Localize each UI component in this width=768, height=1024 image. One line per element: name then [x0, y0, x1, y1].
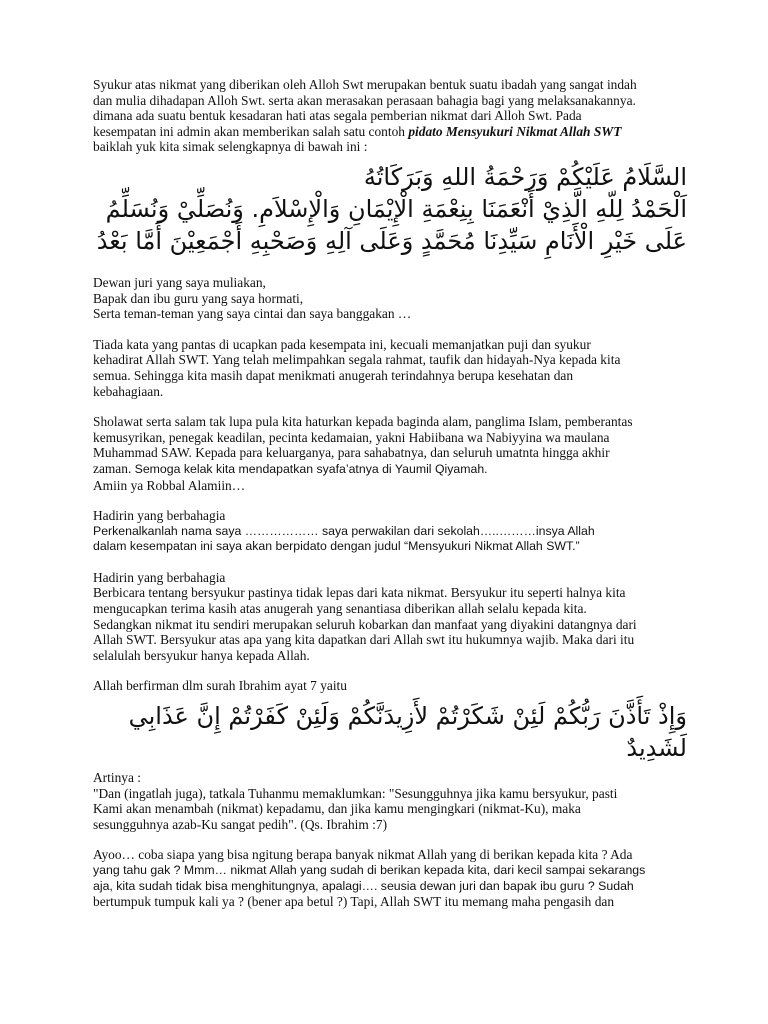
praise-paragraph — [93, 337, 683, 399]
text-line: kebahagiaan. — [93, 383, 164, 399]
text-line: bertumpuk tumpuk kali ya ? (bener apa betul ?) Tapi, Allah SWT itu memang maha pengasih dan — [93, 894, 615, 910]
text-line — [93, 124, 683, 140]
text-span: zaman. — [93, 460, 135, 476]
text-line: aja, kita sudah tidak bisa menghitungnya, apalagi…. seusia dewan juri dan bapak ibu guru ? Sudah — [93, 878, 634, 893]
arabic-opening — [93, 161, 687, 257]
arabic-line: وَإِذْ تَأَذَّنَ رَبُّكُمْ لَئِنْ شَكَرْتُمْ لأَزِيدَنَّكُمْ وَلَئِنْ كَفَرْتُمْ إِنَّ عَذَابِي — [128, 702, 687, 731]
sholawat-paragraph — [93, 414, 683, 493]
arabic-line: السَّلَامُ عَلَيْكُمْ وَرَحْمَةُ اللهِ وَبَرَكَاتُهُ — [363, 162, 687, 191]
translation-paragraph — [93, 770, 683, 832]
text-line: Perkenalkanlah nama saya ……………… saya perwakilan dari sekolah…..………insya Allah — [93, 523, 595, 538]
arabic-verse — [93, 700, 687, 764]
text-line: Sholawat serta salam tak lupa pula kita haturkan kepada baginda alam, panglima Islam, pemberantas — [93, 414, 633, 430]
text-line: dalam kesempatan ini saya akan berpidato dengan judul “Mensyukuri Nikmat Allah SWT.” — [93, 539, 580, 554]
text-line: mengucapkan terima kasih atas anugerah yang senantiasa diberikan allah selalu kepada kita. — [93, 601, 587, 617]
text-line: dan mulia dihadapan Alloh Swt. serta akan merasakan perasaan bahagia bagi yang melaksanakannya. — [93, 92, 636, 108]
document-body — [93, 77, 687, 910]
text-line: sesungguhnya azab-Ku sangat pedih". (Qs. Ibrahim :7) — [93, 816, 388, 832]
intro-paragraph — [93, 77, 683, 155]
arabic-line: عَلَى خَيْرِ الْأَنَامِ سَيِّدِنَا مُحَمَّدٍ وَعَلَى آلِهِ وَصَحْبِهِ أَجْمَعِيْنَ أَمَّا بَعْدُ — [96, 226, 687, 255]
text-line: kemusyrikan, penegak keadilan, pecinta kedamaian, yakni Habiibana wa Nabiyyina wa maulana — [93, 429, 610, 445]
text-span: kesempatan ini admin akan memberikan salah satu contoh — [93, 123, 409, 139]
text-line: semua. Sehingga kita masih dapat menikmati anugerah terindahnya berupa kesehatan dan — [93, 367, 574, 383]
section-heading: Hadirin yang berbahagia — [93, 569, 226, 585]
text-line: baiklah yuk kita simak selengkapnya di bawah ini : — [93, 139, 368, 155]
section-heading: Artinya : — [93, 770, 141, 786]
text-line: Syukur atas nikmat yang diberikan oleh Alloh Swt merupakan bentuk suatu ibadah yang sangat indah — [93, 77, 637, 92]
text-line: dimana ada suatu bentuk kesadaran hati atas segala pemberian nikmat dari Alloh Swt. Pada — [93, 108, 582, 124]
text-span: Semoga kelak kita mendapatkan syafa’atnya di Yaumil Qiyamah. — [134, 461, 488, 476]
introduction-paragraph — [93, 508, 683, 555]
text-line: Sedangkan nikmat itu sendiri merupakan seluruh kobarkan dan manfaat yang diyakini datangnya dari — [93, 616, 637, 632]
text-line: Dewan juri yang saya muliakan, — [93, 274, 266, 290]
text-line: "Dan (ingatlah juga), tatkala Tuhanmu memaklumkan: "Sesungguhnya jika kamu bersyukur, pasti — [93, 785, 618, 801]
text-line: kehadirat Allah SWT. Yang telah melimpahkan segala rahmat, taufik dan hidayah-Nya kepada kita — [93, 352, 621, 368]
arabic-line: اَلْحَمْدُ لِلّهِ الَّذِيْ أَنْعَمَنَا بِنِعْمَةِ الْإِيْمَانِ وَالْإِسْلاَمِ. وَنُصَلِّيْ وَنُسَلِّمُ — [105, 194, 687, 223]
text-line: Muhammad SAW. Kepada para keluarganya, para sahabatnya, dan seluruh umatnta hingga akhir — [93, 445, 610, 461]
speech-title-emphasis: pidato Mensyukuri Nikmat Allah SWT — [408, 123, 622, 139]
text-line: Bapak dan ibu guru yang saya hormati, — [93, 290, 304, 306]
text-line: Berbicara tentang bersyukur pastinya tidak lepas dari kata nikmat. Bersyukur itu seperti halnya kita — [93, 585, 626, 601]
content-paragraph — [93, 570, 683, 664]
text-line: Serta teman-teman yang saya cintai dan saya banggakan … — [93, 306, 412, 322]
text-line: Tiada kata yang pantas di ucapkan pada kesempata ini, kecuali memanjatkan puji dan syukur — [93, 336, 591, 352]
section-heading: Hadirin yang berbahagia — [93, 508, 226, 524]
text-line: Allah SWT. Bersyukur atas apa yang kita dapatkan dari Allah swt itu hukumnya wajib. Maka dari itu — [93, 632, 635, 648]
text-line: selalulah bersyukur hanya kepada Allah. — [93, 647, 310, 663]
text-line: yang tahu gak ? Mmm… nikmat Allah yang sudah di berikan kepada kita, dari kecil sampai sekarangs — [93, 863, 646, 877]
text-line — [93, 461, 683, 478]
greeting-paragraph — [93, 275, 683, 322]
verse-intro: Allah berfirman dlm surah Ibrahim ayat 7 yaitu — [93, 678, 347, 694]
text-line: Amiin ya Robbal Alamiin… — [93, 477, 246, 493]
text-line: Ayoo… coba siapa yang bisa ngitung berapa banyak nikmat Allah yang di berikan kepada kita ? Ada — [93, 847, 633, 863]
text-line: Kami akan menambah (nikmat) kepadamu, dan jika kamu mengingkari (nikmat-Ku), maka — [93, 801, 581, 817]
closing-paragraph — [93, 847, 683, 909]
arabic-line: لَشَدِيدٌ — [626, 734, 687, 763]
